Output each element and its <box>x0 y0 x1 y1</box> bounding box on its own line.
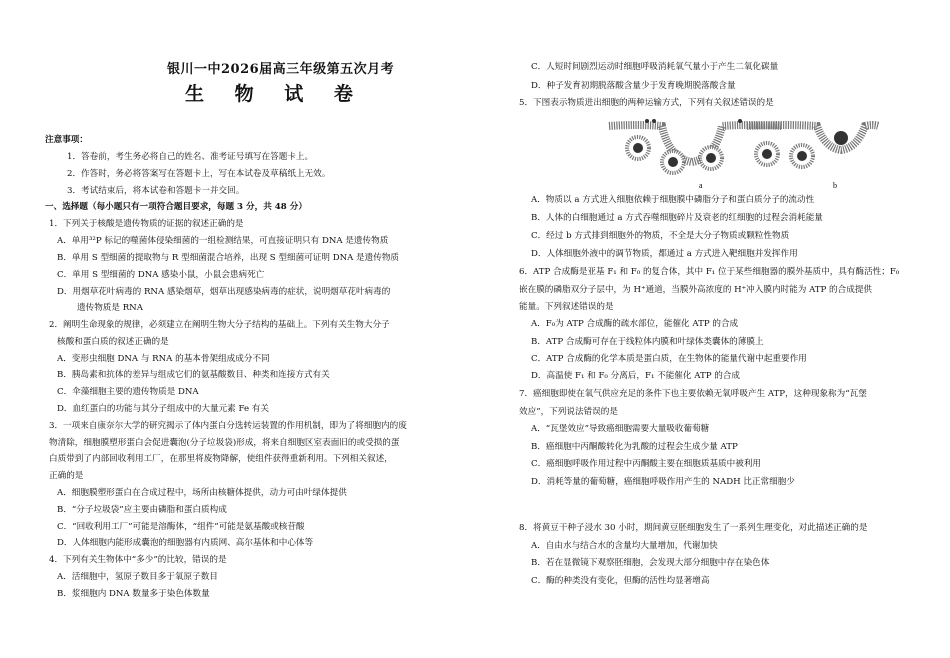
right-line: D．高温使 F₁ 和 F₀ 分离后，F₁ 不能催化 ATP 的合成 <box>531 371 740 381</box>
left-line: A．变形虫细胞 DNA 与 RNA 的基本骨架组成成分不同 <box>57 354 270 364</box>
right-line: A．物质以 a 方式进入细胞依赖于细胞膜中磷脂分子和蛋白质分子的流动性 <box>531 195 815 205</box>
right-line: B．若在显微镜下观察胚细胞，会发现大部分细胞中存在染色体 <box>531 558 770 568</box>
left-line: 注意事项： <box>45 135 88 145</box>
right-line: C．癌细胞呼吸作用过程中丙酮酸主要在细胞质基质中被利用 <box>531 459 762 469</box>
school-title: 银川一中2026届高三年级第五次月考 <box>167 62 395 77</box>
right-line: D．人体细胞外液中的调节物质，都通过 a 方式进入靶细胞并发挥作用 <box>531 249 798 259</box>
left-line: 3．考试结束后，将本试卷和答题卡一并交回。 <box>67 186 245 196</box>
left-line: C．单用 S 型细菌的 DNA 感染小鼠，小鼠会患病死亡 <box>57 270 265 280</box>
left-line: B．单用 S 型细菌的提取物与 R 型细菌混合培养，出现 S 型细菌可证明 DNA 是遗传物质 <box>57 253 400 263</box>
right-line: B．癌细胞中丙酮酸转化为乳酸的过程会生成少量 ATP <box>531 442 738 452</box>
right-line: 效应”，下列说法错误的是 <box>519 407 618 417</box>
right-line: A．F₀为 ATP 合成酶的疏水部位，能催化 ATP 的合成 <box>531 319 739 329</box>
left-line: B．“分子垃圾袋”应主要由磷脂和蛋白质构成 <box>57 505 227 515</box>
right-line: 能量。下列叙述错误的是 <box>519 302 614 312</box>
membrane-transport-figure <box>607 118 879 192</box>
left-line: A．单用³²P 标记的噬菌体侵染细菌的一组检测结果，可直接证明只有 DNA 是遗传物质 <box>57 236 389 246</box>
left-line: 正确的是 <box>49 471 84 481</box>
right-line: 6．ATP 合成酶是亚基 F₁ 和 F₀ 的复合体，其中 F₁ 位于某些细胞器的膜外基质中，具有酶活性；F₀ <box>519 267 900 277</box>
left-line: 核酸和蛋白质的叙述正确的是 <box>57 337 169 347</box>
right-line: 7．癌细胞即使在氧气供应充足的条件下也主要依赖无氧呼吸产生 ATP，这种现象称为“瓦堡 <box>519 389 867 399</box>
figure-label-b: b <box>833 181 837 190</box>
left-line: B．胰岛素和抗体的差异与组成它们的氨基酸数目、种类和连接方式有关 <box>57 370 330 380</box>
right-line: 8．将黄豆干种子浸水 30 小时，期间黄豆胚细胞发生了一系列生理变化，对此描述正确的是 <box>519 523 868 533</box>
right-line: 5．下图表示物质进出细胞的两种运输方式，下列有关叙述错误的是 <box>519 98 774 108</box>
subject-title: 生 物 试 卷 <box>185 83 365 105</box>
right-line: B．ATP 合成酶可存在于线粒体内膜和叶绿体类囊体的薄膜上 <box>531 337 764 347</box>
right-line: C．经过 b 方式排到细胞外的物质，不全是大分子物质或颗粒性物质 <box>531 231 790 241</box>
right-line: D．种子发育初期脱落酸含量少于发育晚期脱落酸含量 <box>531 81 736 91</box>
left-line: 物清除，细胞膜塑形蛋白会促进囊泡(分子垃圾袋)形成，将来自细胞区室表面旧的或受损的蛋 <box>49 438 400 448</box>
left-line: D．血红蛋白的功能与其分子组成中的大量元素 Fe 有关 <box>57 404 269 414</box>
left-line: 遗传物质是 RNA <box>77 303 143 313</box>
panel-a-diagram <box>609 119 782 173</box>
left-line: 白质带到了内部回收利用工厂，在那里将废物降解，使组件获得重新利用。下列相关叙述， <box>49 454 393 464</box>
left-line: A．活细胞中，氢原子数目多于氧原子数目 <box>57 572 218 582</box>
right-line: C．人短时间剧烈运动时细胞呼吸消耗氧气量小于产生二氧化碳量 <box>531 62 779 72</box>
left-line: D．人体细胞内能形成囊泡的细胞器有内质网、高尔基体和中心体等 <box>57 538 314 548</box>
panel-b-diagram <box>747 125 879 167</box>
right-line: A．自由水与结合水的含量均大量增加，代谢加快 <box>531 541 718 551</box>
right-line: B．人体的白细胞通过 a 方式吞噬细胞碎片及衰老的红细胞的过程会消耗能量 <box>531 213 823 223</box>
left-line: C．伞藻细胞主要的遗传物质是 DNA <box>57 387 199 397</box>
left-line: 一、选择题（每小题只有一项符合题目要求，每题 3 分，共 48 分） <box>45 202 307 212</box>
left-line: C．“回收利用工厂”可能是溶酶体，“组件”可能是氨基酸或核苷酸 <box>57 522 305 532</box>
right-line: A．“瓦堡效应”导致癌细胞需要大量吸收葡萄糖 <box>531 424 710 434</box>
figure-label-a: a <box>699 181 703 190</box>
left-line: 1．答卷前，考生务必将自己的姓名、准考证号填写在答题卡上。 <box>67 152 314 162</box>
right-line: D．消耗等量的葡萄糖，癌细胞呼吸作用产生的 NADH 比正常细胞少 <box>531 477 795 487</box>
left-line: 2．阐明生命现象的规律，必须建立在阐明生物大分子结构的基础上。下列有关生物大分子 <box>49 320 390 330</box>
left-line: 3．一项来自康奈尔大学的研究揭示了体内蛋白分选转运装置的作用机制，即为了将细胞内的废 <box>49 421 407 431</box>
left-line: D．用烟草花叶病毒的 RNA 感染烟草，烟草出现感染病毒的症状，说明烟草花叶病毒的 <box>57 287 391 297</box>
left-line: 4．下列有关生物体中“多少”的比较，错误的是 <box>49 555 227 565</box>
left-line: A．细胞膜塑形蛋白在合成过程中，场所由核糖体提供，动力可由叶绿体提供 <box>57 488 347 498</box>
right-line: 嵌在膜的磷脂双分子层中，为 H⁺通道，当膜外高浓度的 H⁺冲入膜内时能为 ATP 的合成提供 <box>519 285 873 295</box>
left-line: 1．下列关于核酸是遗传物质的证据的叙述正确的是 <box>49 219 244 229</box>
left-line: 2．作答时，务必将答案写在答题卡上，写在本试卷及草稿纸上无效。 <box>67 169 331 179</box>
right-line: C．酶的种类没有变化，但酶的活性均显著增高 <box>531 576 710 586</box>
left-line: B．浆细胞内 DNA 数量多于染色体数量 <box>57 589 210 599</box>
right-line: C．ATP 合成酶的化学本质是蛋白质，在生物体的能量代谢中起重要作用 <box>531 354 807 364</box>
